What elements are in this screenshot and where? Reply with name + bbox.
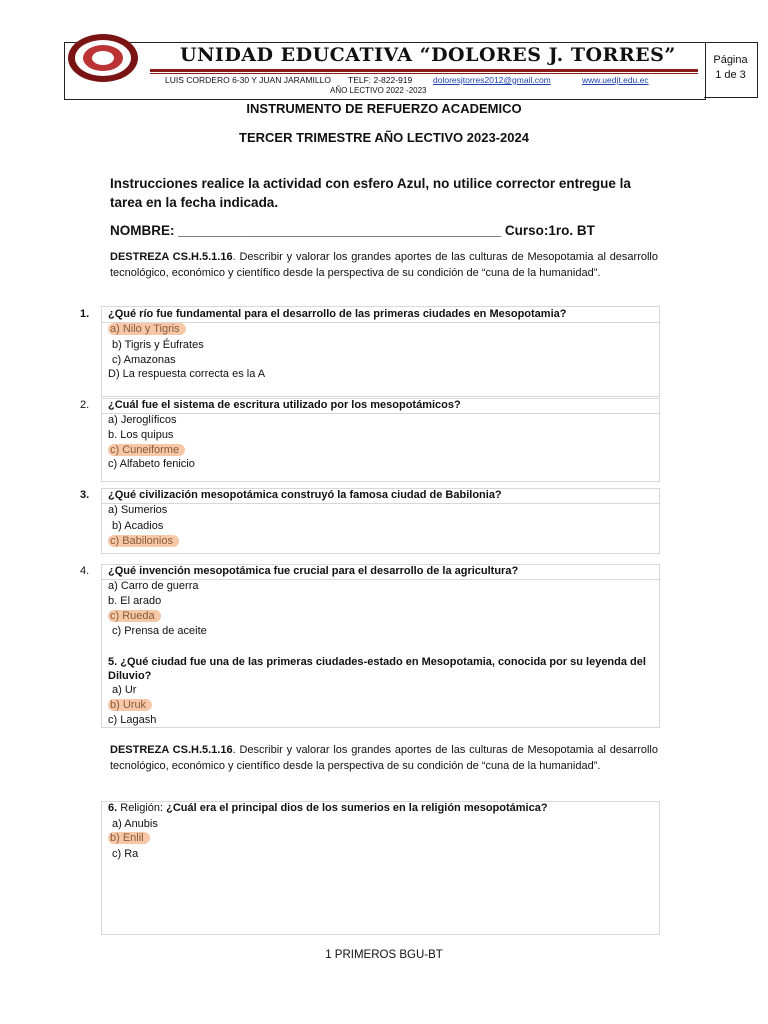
highlighted-answer: c) Rueda xyxy=(108,610,161,622)
list-item xyxy=(108,610,161,622)
course-label: Curso:1ro. BT xyxy=(504,223,595,238)
question-prefix: Religión: xyxy=(120,802,164,814)
header-rule xyxy=(150,69,698,72)
list-item: c) Lagash xyxy=(108,714,157,726)
highlighted-answer: c) Cuneiforme xyxy=(108,444,185,456)
instructions: Instrucciones realice la actividad con esfero Azul, no utilice corrector entregue la tarea en la fecha indicada. xyxy=(110,176,631,210)
question-text: ¿Cuál era el principal dios de los sumerios en la religión mesopotámica? xyxy=(166,802,548,814)
question-number: 1. xyxy=(80,308,90,320)
school-name: UNIDAD EDUCATIVA “DOLORES J. TORRES” xyxy=(180,44,676,66)
list-item xyxy=(108,699,152,711)
destreza-label: DESTREZA CS.H.5.1.16 xyxy=(110,744,233,756)
website-link[interactable]: www.uedjt.edu.ec xyxy=(582,75,649,85)
question-box-6 xyxy=(101,801,660,935)
question-text: ¿Qué ciudad fue una de las primeras ciudades-estado en Mesopotamia, conocida por su leyenda del Diluvio? xyxy=(108,656,646,682)
name-field: NOMBRE: ___________________________________________ xyxy=(110,223,502,238)
list-item xyxy=(108,832,150,844)
school-year: AÑO LECTIVO 2022 -2023 xyxy=(330,86,427,95)
question-number: 4. xyxy=(80,565,90,577)
page-of: 1 de 3 xyxy=(715,69,746,81)
header-rule-thin xyxy=(150,73,698,74)
document-subtitle: TERCER TRIMESTRE AÑO LECTIVO 2023-2024 xyxy=(239,130,529,145)
school-seal-icon xyxy=(67,33,139,83)
list-item: c) Alfabeto fenicio xyxy=(108,458,195,470)
name-line xyxy=(110,221,650,240)
document-title: INSTRUMENTO DE REFUERZO ACADEMICO xyxy=(246,101,522,116)
question-text-6 xyxy=(108,802,548,814)
list-item: c) Ra xyxy=(112,848,139,860)
page-number-box xyxy=(704,42,758,98)
list-item: c) Amazonas xyxy=(112,354,176,366)
list-item: b) Acadios xyxy=(112,520,164,532)
list-item xyxy=(108,444,185,456)
list-item: b. El arado xyxy=(108,595,162,607)
destreza-paragraph-1 xyxy=(110,249,658,281)
page-footer: 1 PRIMEROS BGU-BT xyxy=(325,949,443,961)
question-number: 3. xyxy=(80,489,90,501)
list-item: b. Los quipus xyxy=(108,429,174,441)
phone: TELF: 2-822-919 xyxy=(348,75,413,85)
highlighted-answer: c) Babilonios xyxy=(108,535,179,547)
page-label: Página xyxy=(713,54,748,66)
highlighted-answer: a) Nilo y Tigris xyxy=(108,323,186,335)
question-text: ¿Qué civilización mesopotámica construyó la famosa ciudad de Babilonia? xyxy=(108,489,502,501)
list-item: c) Prensa de aceite xyxy=(112,625,207,637)
destreza-label: DESTREZA CS.H.5.1.16 xyxy=(110,251,233,263)
question-number: 6. xyxy=(108,802,118,814)
email-link[interactable]: doloresjtorres2012@gmail.com xyxy=(433,75,551,85)
list-item: D) La respuesta correcta es la A xyxy=(108,368,266,380)
list-item: a) Sumerios xyxy=(108,504,168,516)
list-item: a) Anubis xyxy=(112,818,158,830)
question-number: 2. xyxy=(80,399,90,411)
destreza-text: . Describir y valorar los grandes aportes de las culturas de Mesopotamia al desarrollo tecnológico, económico y científico desde la perspectiva de su condición de “cuna de la humanidad”. xyxy=(110,251,658,279)
highlighted-answer: b) Uruk xyxy=(108,699,152,711)
destreza-paragraph-2 xyxy=(110,742,658,774)
address: LUIS CORDERO 6-30 Y JUAN JARAMILLO xyxy=(165,75,331,85)
list-item xyxy=(108,535,179,547)
list-item: a) Jeroglíficos xyxy=(108,414,177,426)
destreza-text: . Describir y valorar los grandes aportes de las culturas de Mesopotamia al desarrollo tecnológico, económico y científico desde la perspectiva de su condición de “cuna de la humanidad”. xyxy=(110,744,658,772)
list-item: b) Tigris y Éufrates xyxy=(112,339,204,351)
question-text: ¿Cuál fue el sistema de escritura utilizado por los mesopotámicos? xyxy=(108,399,461,411)
question-text: ¿Qué invención mesopotámica fue crucial para el desarrollo de la agricultura? xyxy=(108,565,519,577)
list-item xyxy=(108,323,186,335)
question-text-5 xyxy=(108,655,658,683)
question-text: ¿Qué río fue fundamental para el desarrollo de las primeras ciudades en Mesopotamia? xyxy=(108,308,567,320)
question-number: 5. xyxy=(108,656,118,668)
highlighted-answer: b) Enlil xyxy=(108,832,150,844)
list-item: a) Ur xyxy=(112,684,137,696)
list-item: a) Carro de guerra xyxy=(108,580,199,592)
